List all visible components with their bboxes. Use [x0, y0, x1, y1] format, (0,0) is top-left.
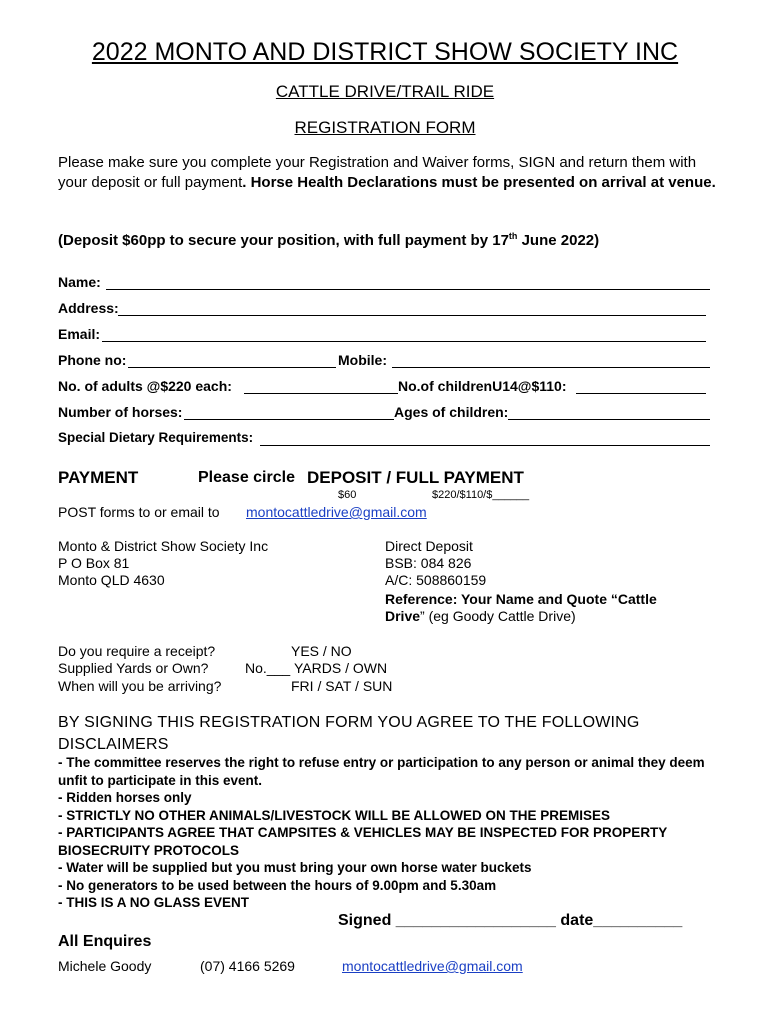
full-payment-amount: $220/$110/$______: [432, 489, 530, 501]
postal-address-line1: Monto & District Show Society Inc: [58, 538, 269, 554]
deposit-amount: $60: [338, 489, 357, 501]
dietary-field[interactable]: [260, 445, 710, 446]
deposit-note-sup: th: [508, 231, 518, 241]
bank-reference-example: ” (eg Goody Cattle Drive): [420, 608, 576, 624]
payment-circle-label: Please circle: [198, 469, 295, 486]
children-field[interactable]: [576, 393, 706, 394]
disclaimer-item: - STRICTLY NO OTHER ANIMALS/LIVESTOCK WILL BE ALLOWED ON THE PREMISES: [58, 807, 611, 823]
receipt-question: Do you require a receipt?: [58, 643, 216, 659]
email-label: Email:: [58, 326, 101, 342]
contact-name: Michele Goody: [58, 958, 152, 974]
address-field[interactable]: [118, 315, 706, 316]
payment-heading: PAYMENT: [58, 468, 139, 487]
yards-question: Supplied Yards or Own?: [58, 660, 209, 676]
disclaimer-item: - Ridden horses only: [58, 790, 192, 805]
signature-line[interactable]: Signed __________________ date__________: [338, 912, 683, 929]
bank-bsb: BSB: 084 826: [385, 555, 472, 571]
horses-label: Number of horses:: [58, 404, 183, 420]
phone-field[interactable]: [128, 367, 336, 368]
form-subtitle: REGISTRATION FORM: [294, 118, 476, 137]
bank-reference-line2: [385, 608, 576, 624]
ages-field[interactable]: [508, 419, 710, 420]
disclaimer-item: - THIS IS A NO GLASS EVENT: [58, 895, 250, 910]
mobile-label: Mobile:: [338, 352, 387, 368]
payment-options[interactable]: DEPOSIT / FULL PAYMENT: [307, 468, 524, 487]
receipt-options[interactable]: YES / NO: [291, 643, 352, 659]
phone-label: Phone no:: [58, 352, 127, 368]
disclaimer-list: [58, 754, 718, 912]
intro-bold-text: . Horse Health Declarations must be presented on arrival at venue.: [242, 174, 716, 191]
mobile-field[interactable]: [392, 367, 710, 368]
horses-field[interactable]: [184, 419, 394, 420]
deposit-note-suffix: June 2022): [517, 232, 600, 249]
contact-email-link[interactable]: montocattledrive@gmail.com: [342, 958, 523, 974]
contact-phone: (07) 4166 5269: [200, 958, 295, 974]
children-label: No.of childrenU14@$110:: [398, 378, 567, 394]
deposit-note-text: (Deposit $60pp to secure your position, with full payment by 17: [58, 232, 509, 249]
disclaimer-heading: BY SIGNING THIS REGISTRATION FORM YOU AGREE TO THE FOLLOWING DISCLAIMERS: [58, 714, 640, 753]
intro-text: Please make sure you complete your Registration and Waiver forms, SIGN and return them with your deposit or full payment: [58, 154, 697, 191]
bank-account: A/C: 508860159: [385, 572, 487, 588]
enquiries-heading: All Enquires: [58, 933, 152, 950]
adults-label: No. of adults @$220 each:: [58, 378, 232, 394]
bank-reference: Reference: Your Name and Quote “Cattle: [385, 591, 657, 607]
bank-reference-bold: Drive: [385, 608, 421, 624]
address-label: Address:: [58, 300, 119, 316]
adults-field[interactable]: [244, 393, 398, 394]
event-subtitle: CATTLE DRIVE/TRAIL RIDE: [275, 82, 495, 101]
name-label: Name:: [58, 274, 101, 290]
arrival-options[interactable]: FRI / SAT / SUN: [291, 678, 393, 694]
payment-email-link[interactable]: montocattledrive@gmail.com: [246, 504, 427, 520]
disclaimer-item: - The committee reserves the right to refuse entry or participation to any person or animal they deem unfit to participate in this event.: [58, 755, 705, 788]
ages-label: Ages of children:: [394, 404, 509, 420]
disclaimer-item: - Water will be supplied but you must bring your own horse water buckets: [58, 860, 532, 875]
name-field[interactable]: [106, 289, 710, 290]
form-title: 2022 MONTO AND DISTRICT SHOW SOCIETY INC: [91, 38, 679, 66]
yards-options[interactable]: YARDS / OWN: [294, 660, 388, 676]
dietary-label: Special Dietary Requirements:: [58, 430, 254, 445]
email-field[interactable]: [102, 341, 706, 342]
disclaimer-item: - No generators to be used between the hours of 9.00pm and 5.30am: [58, 877, 497, 893]
direct-deposit-heading: Direct Deposit: [385, 538, 473, 554]
yards-number[interactable]: No.___: [245, 660, 291, 676]
intro-paragraph: [58, 153, 718, 193]
post-forms-text: POST forms to or email to: [58, 504, 220, 520]
postal-address-line2: P O Box 81: [58, 555, 130, 571]
disclaimer-item: - PARTICIPANTS AGREE THAT CAMPSITES & VEHICLES MAY BE INSPECTED FOR PROPERTY BIOSECRUITY PROTOCOLS: [58, 825, 668, 858]
arrival-question: When will you be arriving?: [58, 678, 222, 694]
deposit-note: [58, 226, 718, 251]
postal-address-line3: Monto QLD 4630: [58, 572, 165, 588]
